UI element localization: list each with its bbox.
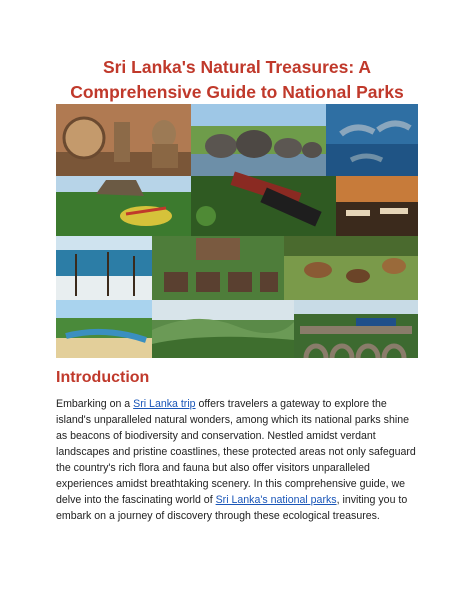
dolphins-tile xyxy=(326,104,418,176)
forest-train-tile xyxy=(191,172,336,236)
deer-tile xyxy=(284,236,418,300)
ruins-buddha-tile xyxy=(56,104,191,176)
sigiriya-tile xyxy=(56,176,191,236)
restaurant-tile xyxy=(336,176,418,236)
hills-tile xyxy=(152,300,294,358)
sri-lanka-trip-link[interactable]: Sri Lanka trip xyxy=(133,398,196,410)
intro-text-1: Embarking on a xyxy=(56,398,134,410)
beach-tile xyxy=(56,300,152,358)
intro-paragraph xyxy=(56,396,422,524)
intro-text-2: offers travelers a gateway to explore the island's unparalleled natural wonders, among which its national parks shine as beacons of biodiversity and conservation. Nestled amidst verdant landscapes and pristine coastlines, these protected areas not only safeguard the country's rich flora and fauna but also offer visitors unparalleled experiences amidst breathtaking scenery. In this comprehensive guide, we delve into the fascinating world of xyxy=(56,398,416,506)
resort-tile xyxy=(152,236,284,300)
document-title xyxy=(40,55,434,105)
national-parks-collage-image xyxy=(56,104,418,358)
collage-graphic xyxy=(56,104,418,358)
bridge-tile xyxy=(294,300,418,358)
intro-text-3: , inviting you to embark on a journey of discovery through these ecological treasures. xyxy=(56,494,408,522)
title-line-2: Comprehensive Guide to National Parks xyxy=(70,82,404,102)
section-heading-introduction: Introduction xyxy=(56,369,150,386)
elephants-tile xyxy=(191,104,326,176)
national-parks-link[interactable]: Sri Lanka's national parks xyxy=(215,494,337,506)
title-line-1: Sri Lanka's Natural Treasures: A xyxy=(102,57,372,77)
stilt-fishermen-tile xyxy=(56,236,152,300)
